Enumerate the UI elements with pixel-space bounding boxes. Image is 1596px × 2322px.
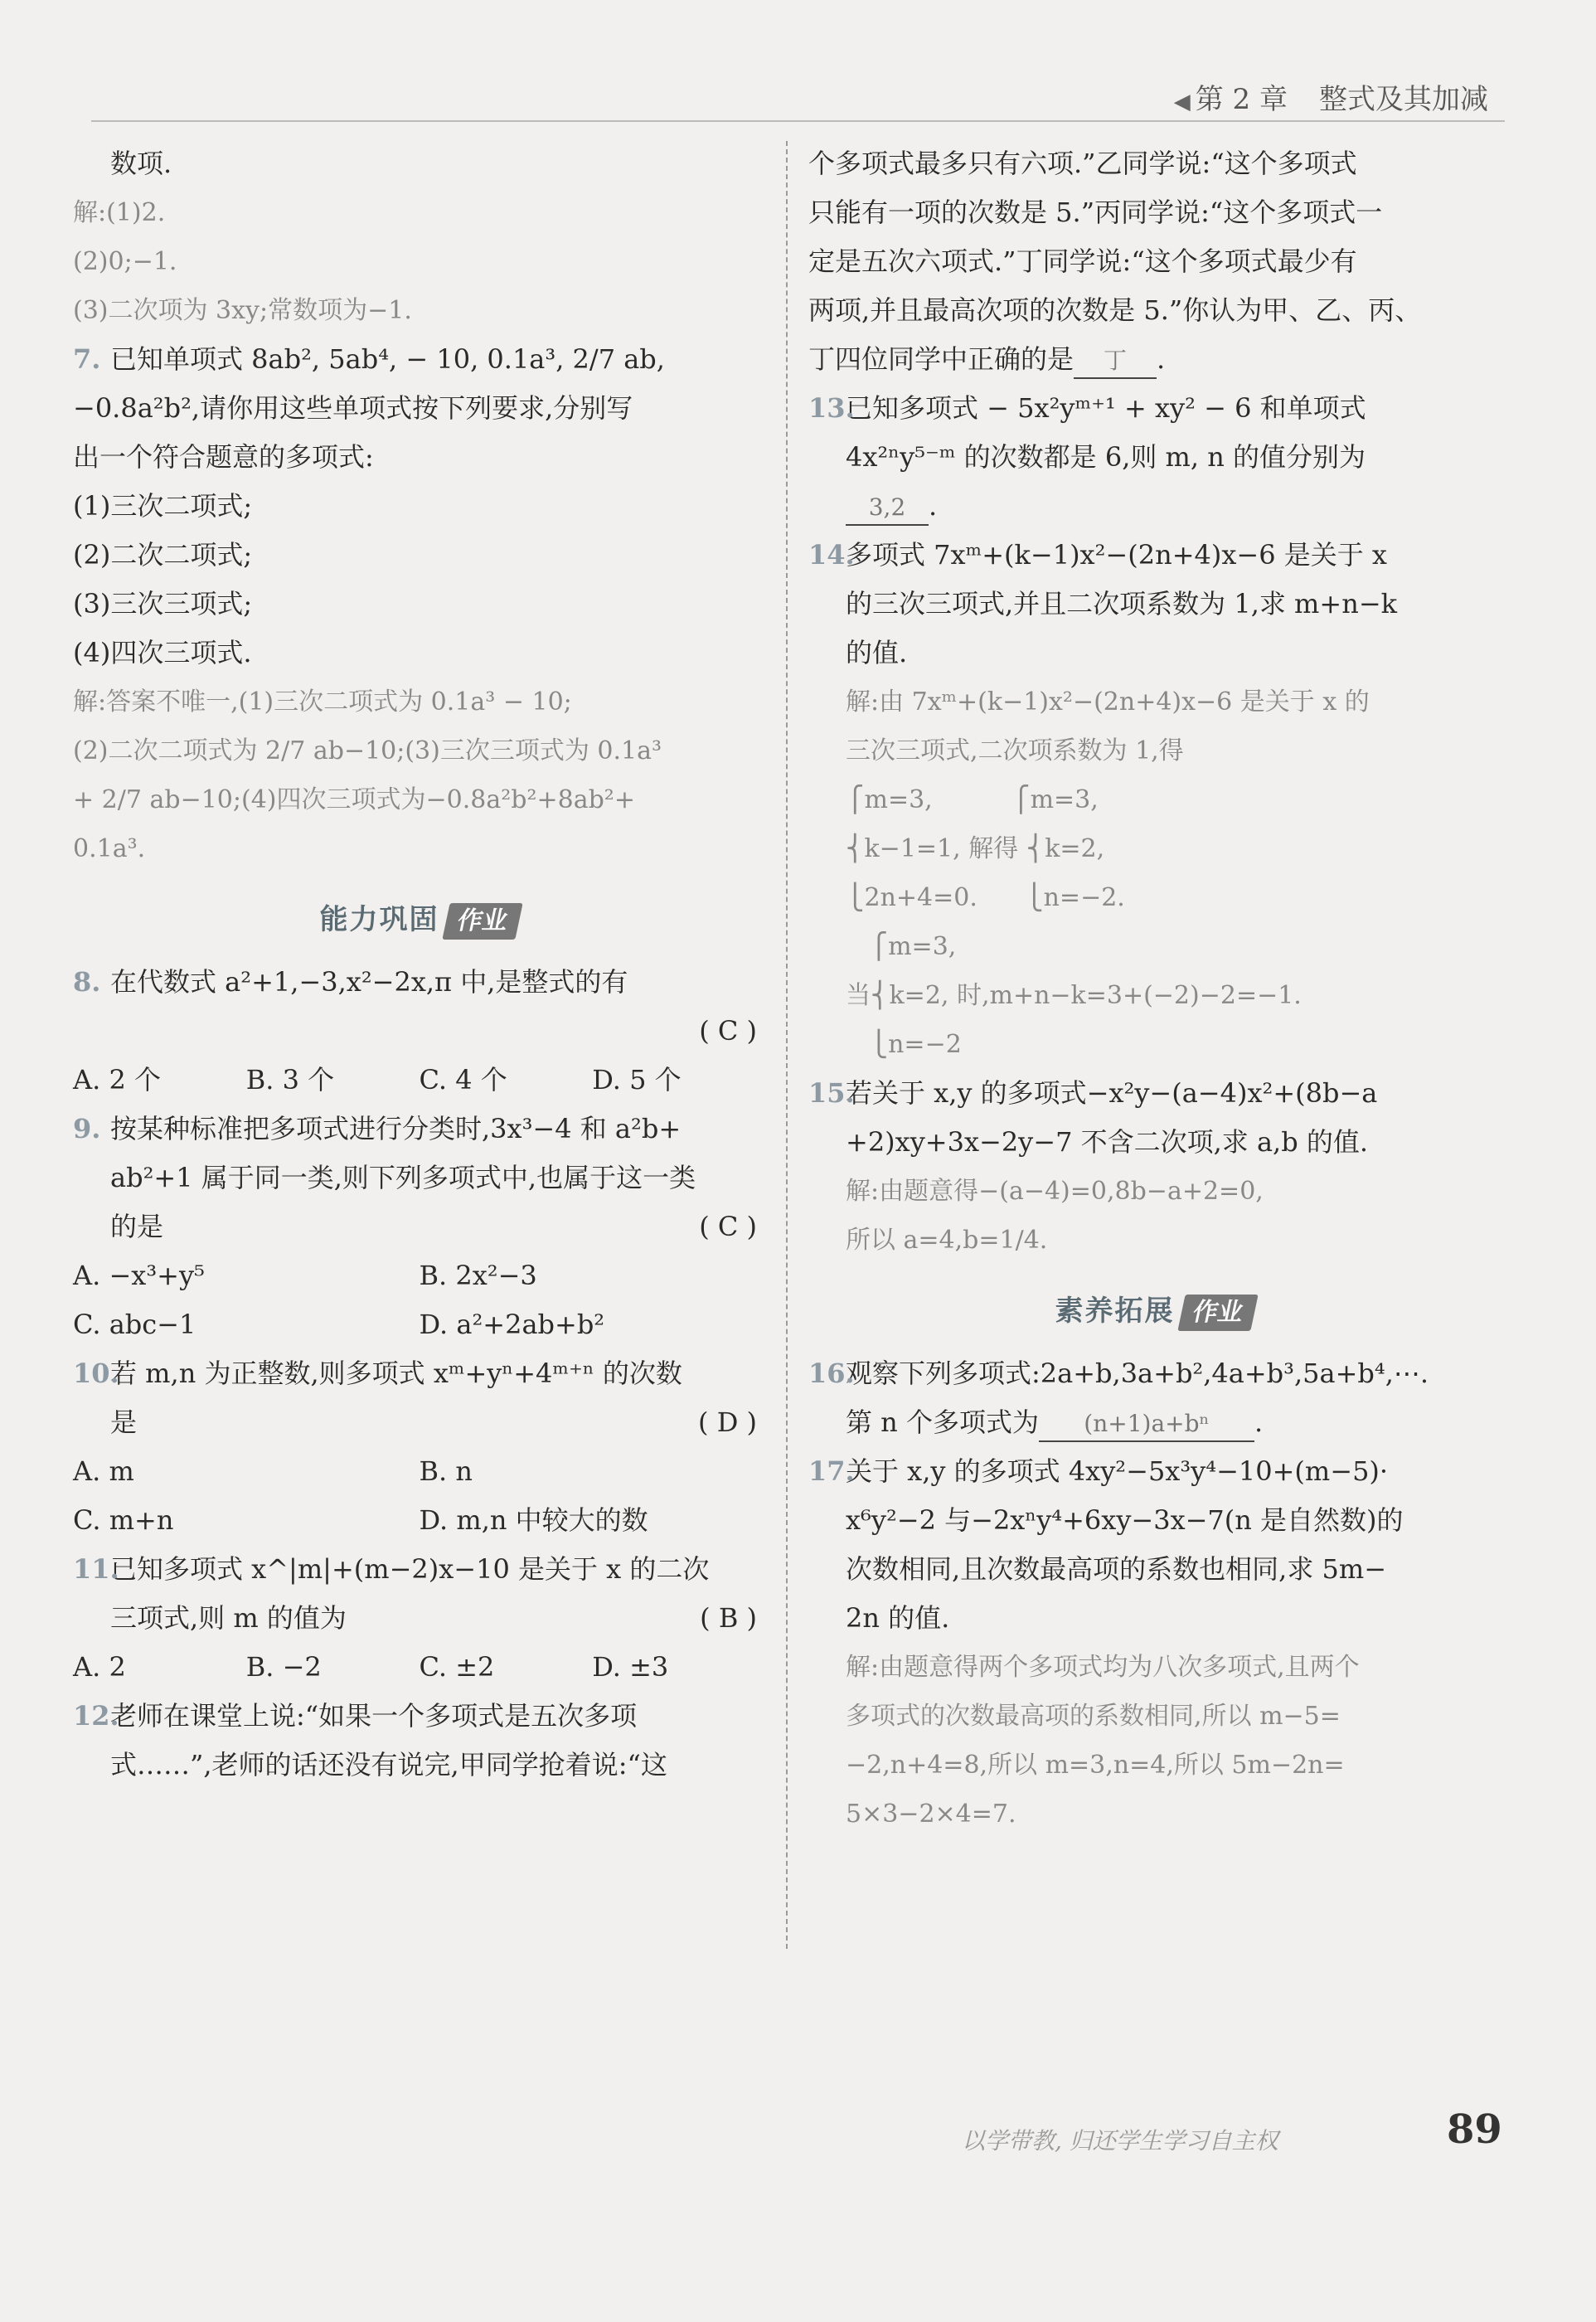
option: A. 2 <box>73 1651 126 1683</box>
question-text: −0.8a²b²,请你用这些单项式按下列要求,分别写 <box>73 392 633 424</box>
option: D. m,n 中较大的数 <box>419 1504 648 1536</box>
section-tag: 作业 <box>442 903 522 940</box>
option: B. −2 <box>245 1651 322 1683</box>
question-text: 第 n 个多项式为 <box>846 1406 1039 1438</box>
answer-choice: ( C ) <box>699 1015 757 1047</box>
answer-paren-line <box>73 1007 765 1056</box>
punctuation: . <box>929 490 938 522</box>
question-text: 只能有一项的次数是 5.”丙同学说:“这个多项式一 <box>808 197 1383 228</box>
answer-line: + 2/7 ab−10;(4)四次三项式为−0.8a²b²+8ab²+ <box>73 785 635 814</box>
question-text: (2)二次二项式; <box>73 539 253 571</box>
option: D. ±3 <box>592 1651 669 1683</box>
chapter-header <box>1174 76 1488 117</box>
question-text: 已知多项式 x^|m|+(m−2)x−10 是关于 x 的二次 <box>110 1553 710 1585</box>
answer-blank: 丁 <box>1074 344 1157 379</box>
chapter-title: 整式及其加减 <box>1319 83 1488 116</box>
page-number: 89 <box>1447 2106 1502 2153</box>
options-row <box>73 1300 765 1349</box>
answer-line <box>808 482 1501 531</box>
answer-line: ⎩n=−2 <box>846 1030 962 1059</box>
question-8 <box>73 958 765 1007</box>
right-column <box>808 139 1501 1839</box>
question-text: 的值. <box>846 637 908 668</box>
question-text: (4)四次三项式. <box>73 637 252 668</box>
question-text: 两项,并且最高次项的次数是 5.”你认为甲、乙、丙、 <box>808 294 1422 326</box>
question-11 <box>73 1545 765 1594</box>
question-text: (1)三次二项式; <box>73 490 253 522</box>
question-text: 关于 x,y 的多项式 4xy²−5x³y⁴−10+(m−5)· <box>846 1455 1389 1487</box>
question-text: +2)xy+3x−2y−7 不含二次项,求 a,b 的值. <box>846 1126 1369 1158</box>
answer-line: (2)0;−1. <box>73 247 177 276</box>
left-column <box>73 139 765 1790</box>
question-number: 8. <box>73 966 101 998</box>
options-row <box>73 1643 765 1692</box>
question-text: 已知单项式 8ab², 5ab⁴, − 10, 0.1a³, 2/7 ab, <box>110 343 665 375</box>
options-row <box>73 1251 765 1300</box>
answer-line: ⎧m=3, <box>846 932 957 961</box>
question-text: x⁶y²−2 与−2xⁿy⁴+6xy−3x−7(n 是自然数)的 <box>846 1504 1404 1536</box>
question-text: 4x²ⁿy⁵⁻ᵐ 的次数都是 6,则 m, n 的值分别为 <box>846 441 1366 473</box>
option: A. m <box>73 1455 134 1487</box>
question-9 <box>73 1105 765 1154</box>
option: D. a²+2ab+b² <box>419 1309 605 1340</box>
question-text: 次数相同,且次数最高项的系数也相同,求 5m− <box>846 1553 1387 1585</box>
question-text-line <box>73 1202 765 1251</box>
answer-choice: ( D ) <box>698 1406 757 1438</box>
question-15 <box>808 1069 1501 1118</box>
question-number: 9. <box>73 1113 101 1144</box>
section-title: 素养拓展 <box>1055 1295 1175 1328</box>
option: C. abc−1 <box>73 1309 196 1340</box>
question-10 <box>73 1349 765 1398</box>
question-17 <box>808 1447 1501 1496</box>
answer-line: 所以 a=4,b=1/4. <box>846 1226 1048 1255</box>
option: D. 5 个 <box>592 1064 682 1095</box>
question-text-line <box>808 1398 1501 1447</box>
question-text: 多项式 7xᵐ+(k−1)x²−(2n+4)x−6 是关于 x <box>846 539 1387 571</box>
punctuation: . <box>1157 343 1166 375</box>
question-text: 出一个符合题意的多项式: <box>73 441 374 473</box>
question-16 <box>808 1349 1501 1398</box>
question-text: 定是五次六项式.”丁同学说:“这个多项式最少有 <box>808 245 1357 277</box>
question-text-line <box>73 1398 765 1447</box>
options-row <box>73 1496 765 1545</box>
question-12 <box>73 1692 765 1741</box>
answer-line: ⎩2n+4=0. ⎩n=−2. <box>846 883 1125 912</box>
answer-line: 解:由 7xᵐ+(k−1)x²−(2n+4)x−6 是关于 x 的 <box>846 687 1370 717</box>
answer-line: ⎨k−1=1, 解得 ⎨k=2, <box>846 834 1105 863</box>
question-text: 按某种标准把多项式进行分类时,3x³−4 和 a²b+ <box>110 1113 682 1144</box>
question-text: 观察下列多项式:2a+b,3a+b²,4a+b³,5a+b⁴,⋯. <box>846 1358 1429 1389</box>
answer-line: (2)二次二项式为 2/7 ab−10;(3)三次三项式为 0.1a³ <box>73 736 662 765</box>
question-text: 若 m,n 为正整数,则多项式 xᵐ+yⁿ+4ᵐ⁺ⁿ 的次数 <box>110 1358 682 1389</box>
question-text: 2n 的值. <box>846 1602 950 1634</box>
question-number: 10. <box>73 1358 119 1389</box>
answer-blank: (n+1)a+bⁿ <box>1039 1407 1254 1442</box>
section-heading-extension <box>808 1286 1501 1336</box>
question-text: 老师在课堂上说:“如果一个多项式是五次多项 <box>110 1700 638 1732</box>
answer-line: ⎧m=3, ⎧m=3, <box>846 785 1099 814</box>
option: A. 2 个 <box>73 1064 161 1095</box>
options-row <box>73 1447 765 1496</box>
question-text: 丁四位同学中正确的是 <box>808 343 1075 375</box>
answer-choice: ( B ) <box>700 1602 757 1634</box>
section-title: 能力巩固 <box>319 903 439 936</box>
punctuation: . <box>1254 1406 1264 1438</box>
options-row <box>73 1056 765 1105</box>
question-number: 14. <box>808 539 855 571</box>
answer-choice: ( C ) <box>699 1211 757 1242</box>
answer-line: 0.1a³. <box>73 834 146 863</box>
chapter-number: 第 2 章 <box>1195 83 1288 116</box>
section-heading-consolidation <box>73 895 765 945</box>
question-text: 已知多项式 − 5x²yᵐ⁺¹ + xy² − 6 和单项式 <box>846 392 1366 424</box>
question-text: 式……”,老师的话还没有说完,甲同学抢着说:“这 <box>110 1749 667 1780</box>
triangle-left-icon: ◀ <box>1173 90 1191 114</box>
answer-line: 解:答案不唯一,(1)三次二项式为 0.1a³ − 10; <box>73 687 572 717</box>
question-text: ab²+1 属于同一类,则下列多项式中,也属于这一类 <box>110 1162 696 1193</box>
option: C. 4 个 <box>419 1064 507 1095</box>
question-number: 13. <box>808 392 855 424</box>
option: B. 3 个 <box>245 1064 335 1095</box>
question-text: 的三次三项式,并且二次项系数为 1,求 m+n−k <box>846 588 1398 619</box>
answer-line: 解:由题意得−(a−4)=0,8b−a+2=0, <box>846 1177 1264 1206</box>
answer-line: 5×3−2×4=7. <box>846 1800 1016 1829</box>
question-number: 15. <box>808 1077 855 1109</box>
answer-line: 解:由题意得两个多项式均为八次多项式,且两个 <box>846 1653 1360 1682</box>
option: C. ±2 <box>419 1651 495 1683</box>
answer-line: 多项式的次数最高项的系数相同,所以 m−5= <box>846 1702 1341 1731</box>
question-number: 17. <box>808 1455 855 1487</box>
answer-line: (3)二次项为 3xy;常数项为−1. <box>73 296 412 325</box>
answer-line: −2,n+4=8,所以 m=3,n=4,所以 5m−2n= <box>846 1751 1345 1780</box>
question-number: 16. <box>808 1358 855 1389</box>
question-number: 11. <box>73 1553 119 1585</box>
option: B. 2x²−3 <box>419 1260 537 1291</box>
question-13 <box>808 384 1501 433</box>
question-text-line <box>808 335 1501 384</box>
footer-slogan: 以学带教, 归还学生学习自主权 <box>962 2127 1278 2154</box>
question-text: 个多项式最多只有六项.”乙同学说:“这个多项式 <box>808 148 1357 179</box>
question-text: 是 <box>110 1406 138 1438</box>
question-7 <box>73 335 765 384</box>
question-text: (3)三次三项式; <box>73 588 253 619</box>
text-line: 数项. <box>110 148 172 179</box>
question-14 <box>808 531 1501 580</box>
question-text: 三项式,则 m 的值为 <box>110 1602 347 1634</box>
question-text: 在代数式 a²+1,−3,x²−2x,π 中,是整式的有 <box>110 966 628 998</box>
question-number: 7. <box>73 343 101 375</box>
answer-line: 三次三项式,二次项系数为 1,得 <box>846 736 1184 765</box>
answer-line: 解:(1)2. <box>73 198 166 227</box>
option: B. n <box>419 1455 473 1487</box>
question-text: 若关于 x,y 的多项式−x²y−(a−4)x²+(8b−a <box>846 1077 1378 1109</box>
answer-line: 当⎨k=2, 时,m+n−k=3+(−2)−2=−1. <box>846 981 1302 1010</box>
question-text: 的是 <box>110 1211 164 1242</box>
question-number: 12. <box>73 1700 119 1732</box>
question-text-line <box>73 1594 765 1643</box>
header-rule <box>91 120 1505 122</box>
column-divider <box>786 141 788 1949</box>
answer-blank: 3,2 <box>846 491 929 526</box>
section-tag: 作业 <box>1177 1295 1258 1331</box>
option: A. −x³+y⁵ <box>73 1260 205 1291</box>
option: C. m+n <box>73 1504 174 1536</box>
